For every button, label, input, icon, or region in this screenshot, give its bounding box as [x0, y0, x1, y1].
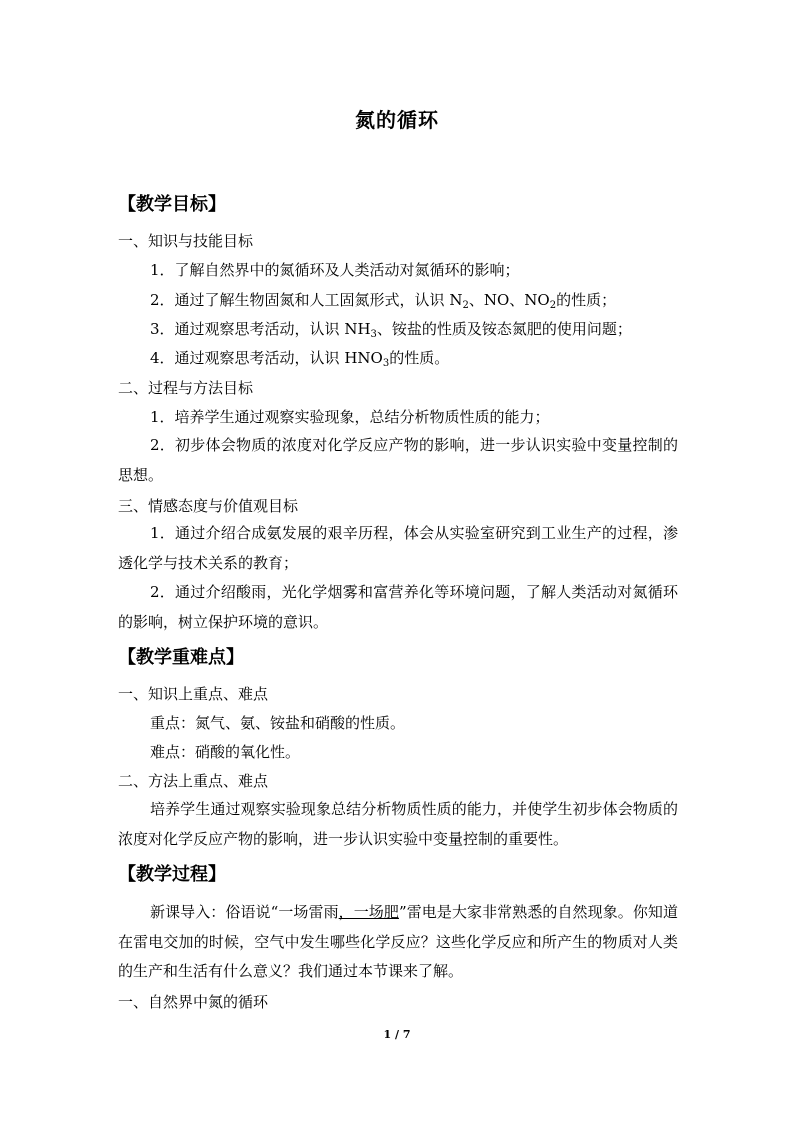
- keypoints-heading-method: 二、方法上重点、难点: [118, 772, 269, 790]
- process-intro: 新课导入：俗语说“一场雷雨，一场肥”雷电是大家非常熟悉的自然现象。你知道在雷电交加的时候，空气中发生哪些化学反应？这些化学反应和所产生的物质对人类的生产和生活有什么意义？我们通过本节课来了解。: [118, 903, 678, 980]
- goals-heading-attitude: 三、情感态度与价值观目标: [118, 497, 299, 515]
- page-title: 氮的循环: [355, 108, 439, 132]
- page-number: 1 / 7: [383, 1028, 411, 1041]
- key-difficulty: 难点：硝酸的氧化性。: [150, 743, 301, 761]
- goals-item-4: 4．通过观察思考活动，认识 $HNO_3$的性质。: [150, 349, 450, 369]
- attitude-goal-2: 2．通过介绍酸雨，光化学烟雾和富营养化等环境问题，了解人类活动对氮循环的影响，树立保护环境的意识。: [118, 583, 678, 631]
- section-heading-keypoints: 【教学重难点】: [118, 647, 244, 668]
- key-method: 培养学生通过观察实验现象总结分析物质性质的能力，并使学生初步体会物质的浓度对化学反应产物的影响，进一步认识实验中变量控制的重要性。: [118, 800, 678, 848]
- key-focus: 重点：氮气、氨、铵盐和硝酸的性质。: [150, 714, 406, 732]
- goals-item-1: 1．了解自然界中的氮循环及人类活动对氮循环的影响；: [150, 261, 520, 279]
- section-heading-process: 【教学过程】: [118, 864, 226, 885]
- section-heading-goals: 【教学目标】: [118, 194, 226, 215]
- goals-heading-knowledge: 一、知识与技能目标: [118, 232, 254, 250]
- goals-heading-process: 二、过程与方法目标: [118, 379, 254, 397]
- attitude-goal-1: 1．通过介绍合成氨发展的艰辛历程，体会从实验室研究到工业生产的过程，渗透化学与技术关系的教育；: [118, 524, 678, 572]
- underlined-phrase: ，一场肥: [338, 903, 399, 921]
- goals-item-3: 3．通过观察思考活动，认识 $NH_3$、铵盐的性质及铵态氮肥的使用问题；: [150, 320, 632, 340]
- process-goal-1: 1．培养学生通过观察实验现象，总结分析物质性质的能力；: [150, 408, 550, 426]
- goals-item-2: 2．通过了解生物固氮和人工固氮形式，认识 $N_2$、NO、$NO_2$的性质；: [150, 291, 617, 311]
- keypoints-heading-knowledge: 一、知识上重点、难点: [118, 685, 269, 703]
- process-heading-1: 一、自然界中氮的循环: [118, 993, 269, 1011]
- process-goal-2: 2．初步体会物质的浓度对化学反应产物的影响，进一步认识实验中变量控制的思想。: [118, 436, 678, 484]
